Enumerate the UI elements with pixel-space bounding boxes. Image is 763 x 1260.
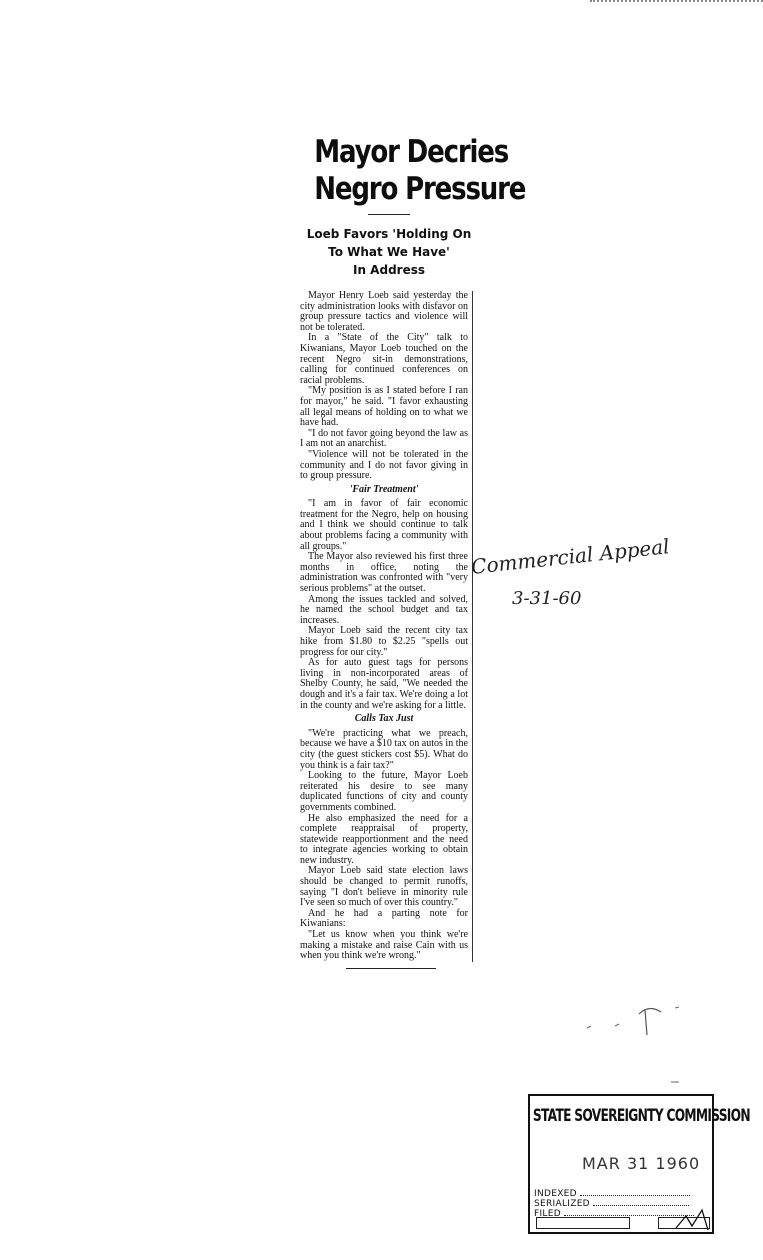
headline-rule [368,214,410,215]
article-paragraph: The Mayor also reviewed his first three months in office, noting the administration was confronted with "very serious problems" at the outset. [300,551,468,595]
subhead-line-3: In Address [353,263,425,277]
stamp-title: STATE SOVEREIGNTY COMMISSION [532,1106,750,1126]
section-heading: Calls Tax Just [354,713,414,725]
headline [314,134,526,208]
received-stamp [528,1094,750,1234]
article-paragraph: Mayor Loeb said the recent city tax hike from $1.80 to $2.25 "spells out progress for our city." [300,625,468,658]
article-paragraph: Looking to the future, Mayor Loeb reiterated his desire to see many duplicated functions of city and county governments combined. [300,770,468,813]
article-paragraph: He also emphasized the need for a complete reappraisal of property, statewide reapportionment and the need to integrate agencies working to obtain new industry. [300,812,468,866]
handwritten-date: 3-31-60 [512,588,582,609]
stamp-box-left [536,1217,630,1229]
article-paragraph: And he had a parting note for Kiwanians: [300,907,468,930]
article-paragraph: Mayor Henry Loeb said yesterday the city administration looks with disfavor on group pressure tactics and violence will not be tolerated. [300,290,468,333]
section-heading: 'Fair Treatment' [349,483,419,495]
subheadline [304,225,474,279]
subhead-line-1: Loeb Favors 'Holding On [306,227,472,241]
article-paragraph: Mayor Loeb said state election laws should be changed to permit runoffs, saying "I don't believe in minority rule I've seen so much of over this country." [300,865,468,909]
initials-mark [672,1204,712,1234]
article-paragraph: In a "State of the City" talk to Kiwanians, Mayor Loeb touched on the recent Negro sit-in demonstrations, calling for continued conferences on racial problems. [300,332,468,386]
stamp-field-label: INDEXED [534,1189,577,1199]
stamp-field-label: FILED [534,1209,561,1219]
stamp-date: MAR 31 1960 [582,1154,701,1173]
end-rule [346,968,436,969]
article-paragraph: "We're practicing what we preach, because we have a $10 tax on autos in the city (the guest stickers cost $5). What do you think is a fair tax?" [300,727,468,771]
article-paragraph: Among the issues tackled and solved, he named the school budget and tax increases. [300,593,468,626]
headline-line-1: Mayor Decries [314,134,509,170]
stamp-field-line [580,1188,690,1196]
pencil-scribble [575,990,695,1090]
handwritten-source: Commercial Appeal [470,534,671,579]
newspaper-clipping [300,134,526,969]
stamp-field-label: SERIALIZED [534,1199,590,1209]
headline-line-2: Negro Pressure [314,171,526,207]
article-paragraph: "Violence will not be tolerated in the community and I do not favor giving in to group pressure. [300,448,468,482]
article-paragraph: As for auto guest tags for persons living in non-incorporated areas of Shelby County, he said, "We needed the dough and it's a fair tax. We're doing a lot in the county and we're asking for a little. [300,657,468,711]
article-paragraph: "My position is as I stated before I ran for mayor," he said. "I favor exhausting all legal means of holding on to what we have had. [300,385,468,429]
scan-edge-mark [590,0,763,5]
article-body [300,291,473,962]
article-paragraph: "Let us know when you think we're making a mistake and raise Cain with us when you think we're wrong." [300,929,468,962]
article-paragraph: "I am in favor of fair economic treatment for the Negro, help on housing and I think we should continue to talk about problems facing a community with all groups." [300,498,468,552]
subhead-line-2: To What We Have' [328,245,450,259]
article-paragraph: "I do not favor going beyond the law as I am not an anarchist. [300,427,468,450]
